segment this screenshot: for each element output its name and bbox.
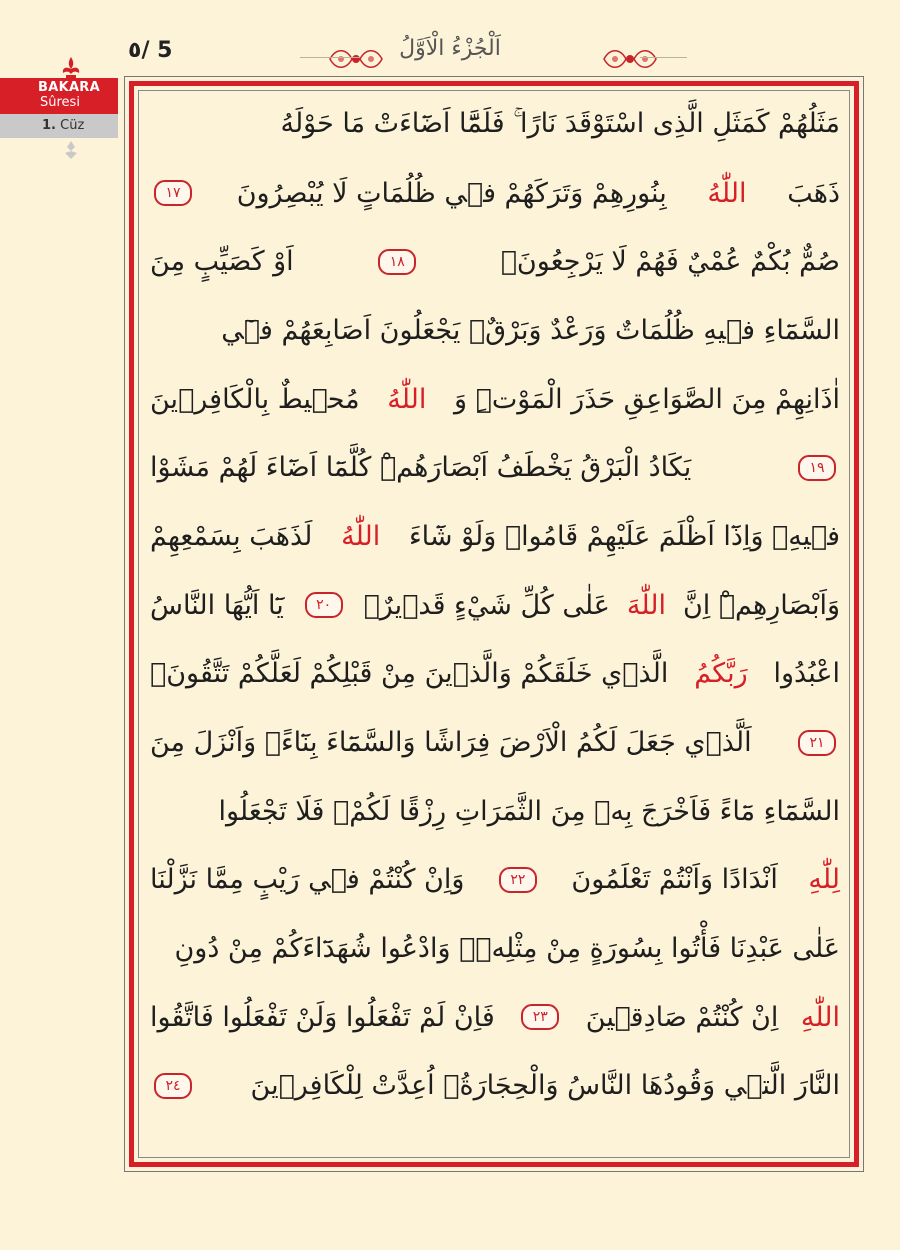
juz-title: اَلْجُزْءُ الْاَوَّلُ <box>399 36 501 61</box>
verse-text: الَّذ۪ي خَلَقَكُمْ وَالَّذ۪ينَ مِنْ قَبْلِكُمْ لَعَلَّكُمْ تَتَّقُونَۙ <box>150 658 669 690</box>
text-line <box>150 1052 840 1121</box>
verse-text: اٰذَانِهِمْ مِنَ الصَّوَاعِقِ حَذَرَ الْمَوْتِۜ وَ <box>454 383 840 415</box>
juz-text: Cüz <box>60 118 85 133</box>
divine-name: رَبَّكُمُ <box>694 658 748 690</box>
text-line <box>150 296 840 365</box>
divine-name: اللّٰهِ <box>800 1001 840 1033</box>
verse-text: وَاَبْصَارِهِمْۜ اِنَّ <box>682 589 840 621</box>
ayah-number-marker: ٢٤ <box>154 1073 192 1099</box>
header-rule-left <box>300 57 360 58</box>
text-line <box>150 914 840 983</box>
verse-text: عَلٰى كُلِّ شَيْءٍ قَد۪يرٌ۟ <box>363 589 610 621</box>
page-number: ٥/ 5 <box>128 38 173 63</box>
fleur-de-lis-icon <box>60 56 82 80</box>
verse-text: اِنْ كُنْتُمْ صَادِق۪ينَ <box>585 1001 779 1033</box>
text-line <box>150 159 840 228</box>
verse-text: اَنْدَادًا وَاَنْتُمْ تَعْلَمُونَ <box>571 864 778 896</box>
ayah-number-marker: ٢١ <box>798 730 836 756</box>
verse-text: السَّمَٓاءِ مَٓاءً فَاَخْرَجَ بِه۪ مِنَ الثَّمَرَاتِ رِزْقًا لَكُمْۚ فَلَا تَجْعَلُوا <box>218 795 840 827</box>
verse-text: فَاِنْ لَمْ تَفْعَلُوا وَلَنْ تَفْعَلُوا فَاتَّقُوا <box>150 1001 495 1033</box>
divine-name: اللّٰهَ <box>626 589 666 621</box>
verse-text: السَّمَٓاءِ ف۪يهِ ظُلُمَاتٌ وَرَعْدٌ وَبَرْقٌۚ يَجْعَلُونَ اَصَابِعَهُمْ ف۪ٓي <box>221 314 840 346</box>
ayah-number-marker: ٢٣ <box>521 1004 559 1030</box>
verse-text: اعْبُدُوا <box>773 658 840 690</box>
verse-text: يَكَادُ الْبَرْقُ يَخْطَفُ اَبْصَارَهُمْۜ كُلَّمَٓا اَضَٓاءَ لَهُمْ مَشَوْا <box>150 452 692 484</box>
quran-text-block <box>150 90 840 1120</box>
juz-number: 1. <box>42 118 56 133</box>
verse-text: صُمٌّ بُكْمٌ عُمْيٌ فَهُمْ لَا يَرْجِعُونَۙ <box>500 246 840 278</box>
verse-text: بِنُورِهِمْ وَتَرَكَهُمْ ف۪ي ظُلُمَاتٍ لَا يُبْصِرُونَ <box>236 177 667 209</box>
right-ornament-icon <box>600 44 660 74</box>
divine-name: اللّٰهُ <box>341 520 381 552</box>
verse-text: النَّارَ الَّت۪ي وَقُودُهَا النَّاسُ وَالْحِجَارَةُۚ اُعِدَّتْ لِلْكَافِر۪ينَ <box>250 1070 840 1102</box>
verse-text: ذَهَبَ <box>787 177 840 209</box>
text-line <box>150 983 840 1052</box>
text-line <box>150 90 840 159</box>
divine-name: اللّٰهُ <box>707 177 747 209</box>
verse-text: اَوْ كَصَيِّبٍ مِنَ <box>150 246 294 278</box>
text-line <box>150 708 840 777</box>
ayah-number-marker: ١٧ <box>154 180 192 206</box>
verse-text: عَلٰى عَبْدِنَا فَأْتُوا بِسُورَةٍ مِنْ مِثْلِه۪ۖ وَادْعُوا شُهَدَٓاءَكُمْ مِنْ دُونِ <box>174 933 840 965</box>
ayah-number-marker: ٢٢ <box>499 867 537 893</box>
text-line <box>150 777 840 846</box>
text-line <box>150 365 840 434</box>
left-ornament-icon <box>326 44 386 74</box>
header-rule-right <box>640 57 687 58</box>
text-line <box>150 502 840 571</box>
verse-text: ف۪يهِۙ وَاِذَٓا اَظْلَمَ عَلَيْهِمْ قَامُواۜ وَلَوْ شَٓاءَ <box>408 520 840 552</box>
verse-text: مَثَلُهُمْ كَمَثَلِ الَّذِى اسْتَوْقَدَ نَارًا ۚ فَلَمَّٓا اَضَٓاءَتْ مَا حَوْلَهُ <box>280 108 840 140</box>
divine-name: اللّٰهُ <box>387 383 427 415</box>
juz-label <box>42 118 84 133</box>
ayah-number-marker: ١٩ <box>798 455 836 481</box>
divine-name: لِلّٰهِ <box>808 864 840 896</box>
verse-text: لَذَهَبَ بِسَمْعِهِمْ <box>150 520 313 552</box>
verse-text: يَٓا اَيُّهَا النَّاسُ <box>150 589 284 621</box>
ayah-number-marker: ١٨ <box>378 249 416 275</box>
sura-label: Sûresi <box>40 95 80 110</box>
fleur-bottom-icon <box>60 139 82 161</box>
verse-text: اَلَّذ۪ي جَعَلَ لَكُمُ الْاَرْضَ فِرَاشًا وَالسَّمَٓاءَ بِنَٓاءًۖ وَاَنْزَلَ مِنَ <box>150 727 752 759</box>
text-line <box>150 640 840 709</box>
text-line <box>150 571 840 640</box>
sura-name: BAKARA <box>38 80 100 95</box>
text-line <box>150 433 840 502</box>
ayah-number-marker: ٢٠ <box>305 592 343 618</box>
text-line <box>150 227 840 296</box>
verse-text: وَاِنْ كُنْتُمْ ف۪ي رَيْبٍ مِمَّا نَزَّلْنَا <box>150 864 465 896</box>
text-line <box>150 846 840 915</box>
verse-text: مُح۪يطٌ بِالْكَافِر۪ينَ <box>150 383 360 415</box>
